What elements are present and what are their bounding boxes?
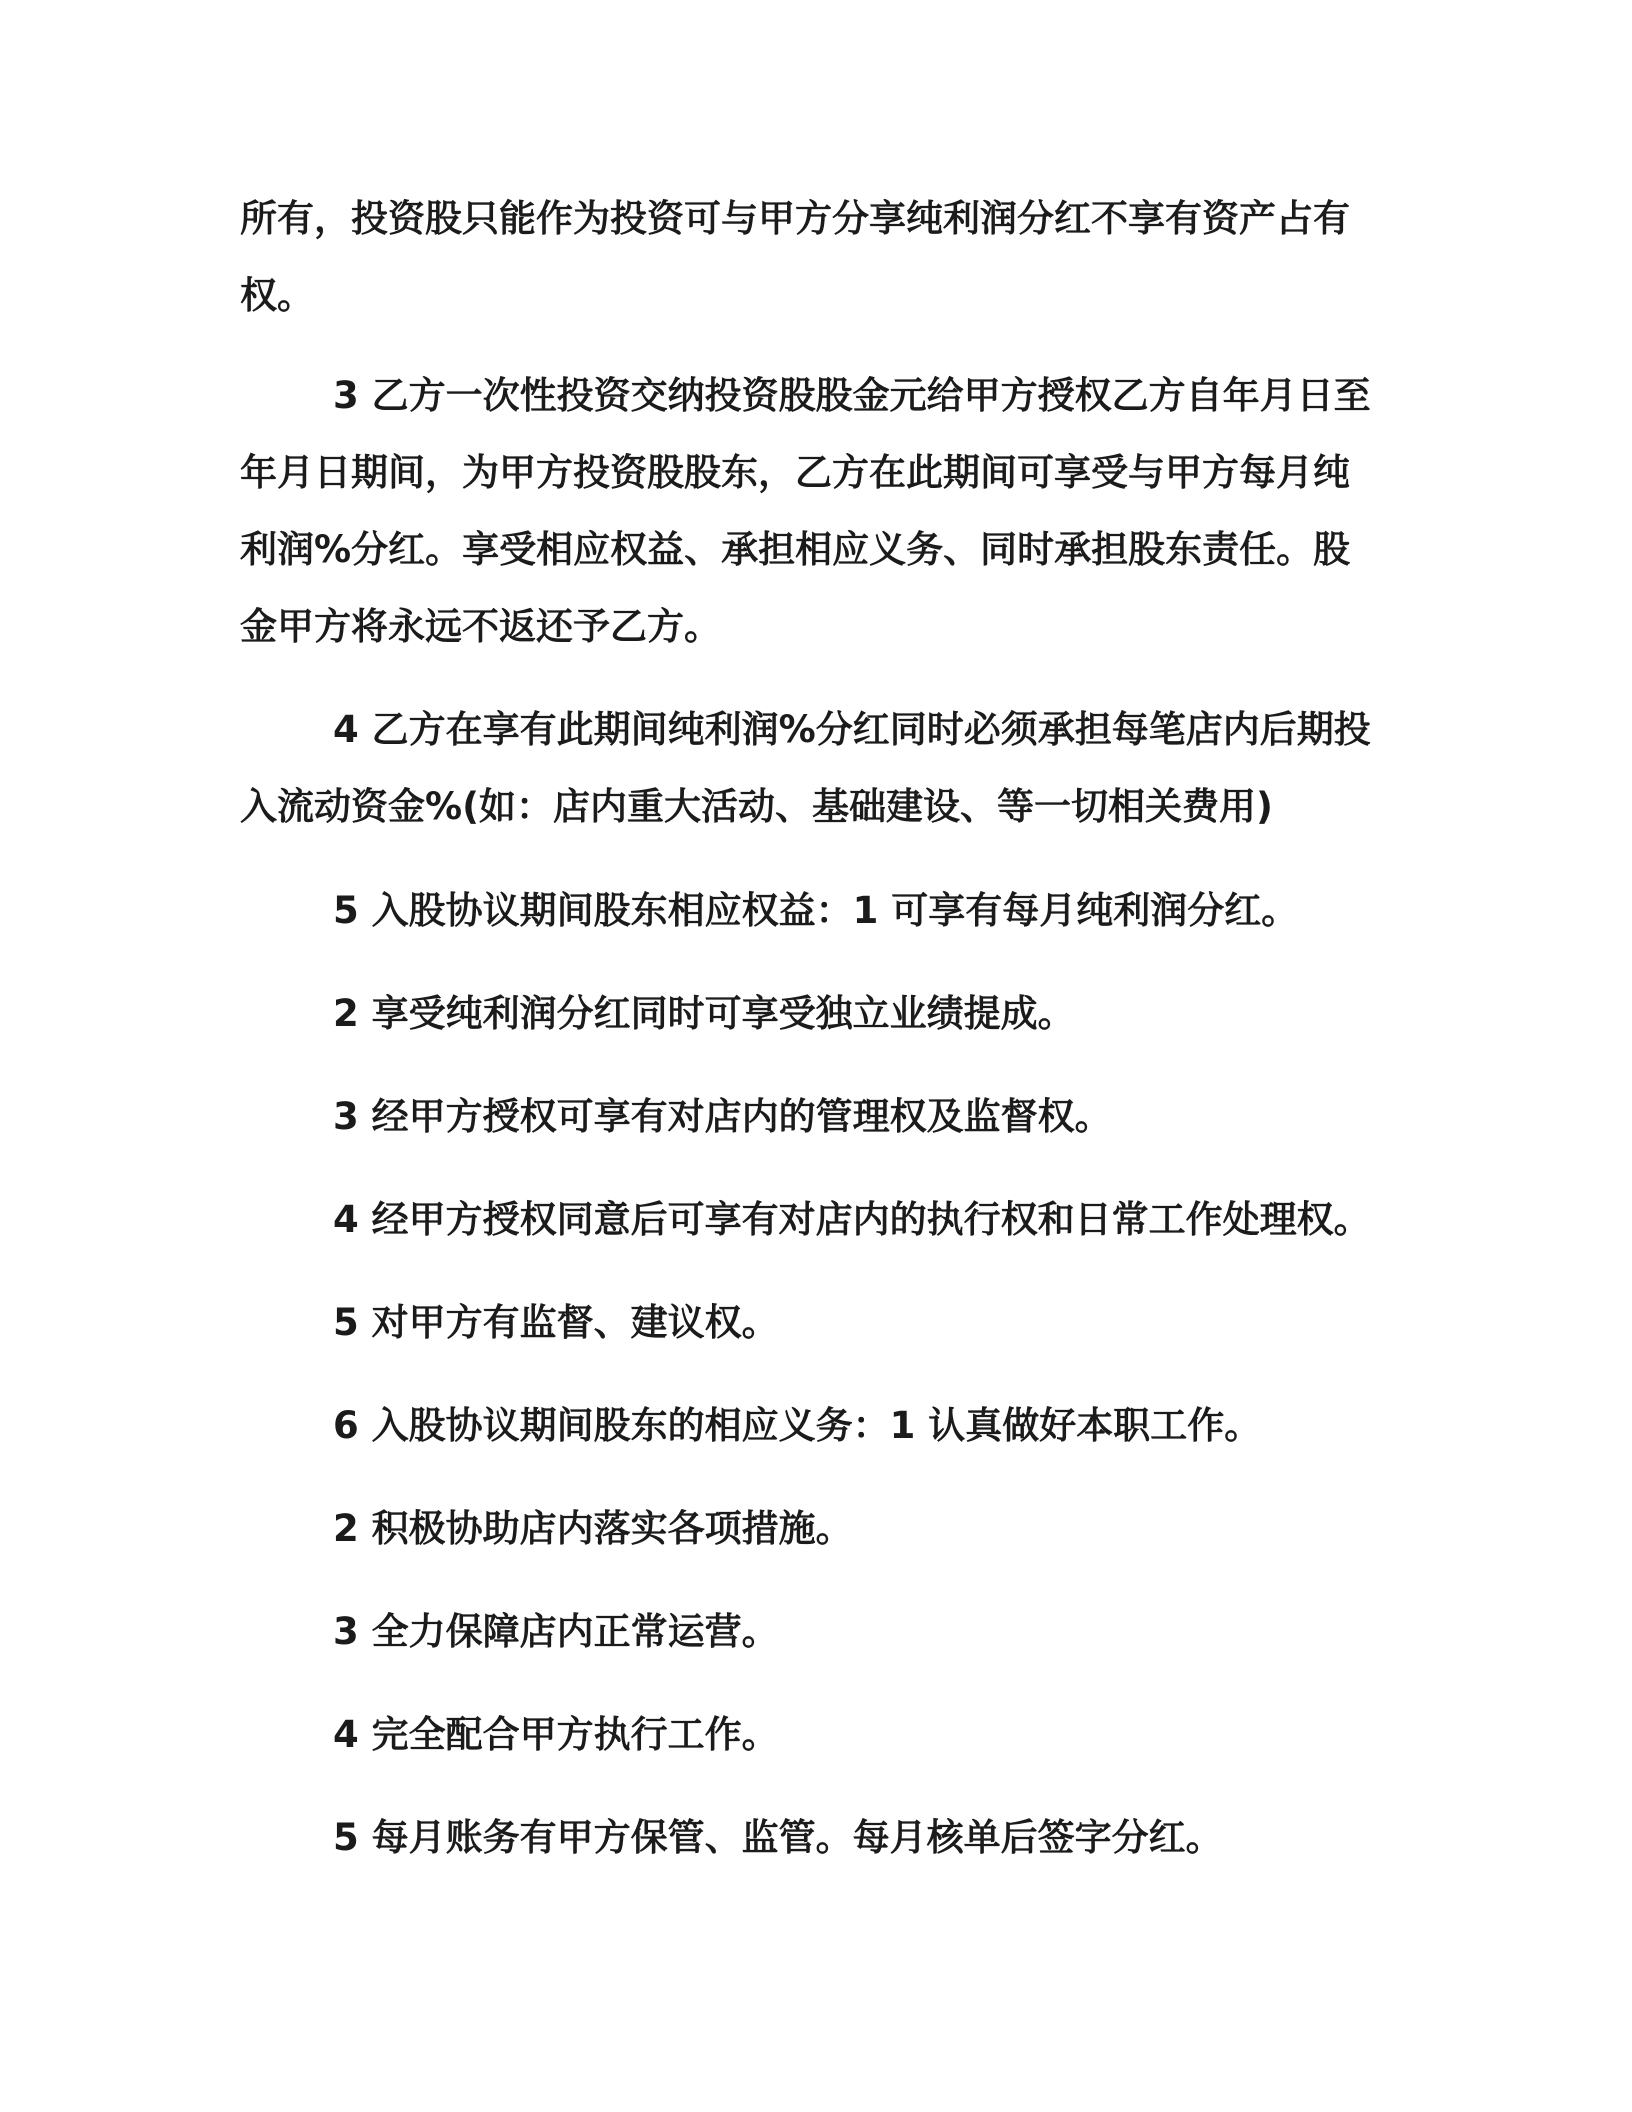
text-line: 入流动资金%(如：店内重大活动、基础建设、等一切相关费用) — [240, 785, 1273, 828]
text-line: 4 乙方在享有此期间纯利润%分红同时必须承担每笔店内后期投 — [333, 708, 1371, 751]
text-line: 3 全力保障店内正常运营。 — [333, 1610, 779, 1653]
text-line: 4 经甲方授权同意后可享有对店内的执行权和日常工作处理权。 — [333, 1198, 1371, 1241]
text-line: 5 对甲方有监督、建议权。 — [333, 1301, 779, 1344]
paragraph-right-2 — [333, 975, 1473, 1052]
text-line: 5 入股协议期间股东相应权益：1 可享有每月纯利润分红。 — [333, 889, 1299, 932]
text-line: 年月日期间，为甲方投资股股东，乙方在此期间可享受与甲方每月纯 — [240, 451, 1350, 494]
text-line: 6 入股协议期间股东的相应义务：1 认真做好本职工作。 — [333, 1404, 1262, 1447]
text-line: 所有，投资股只能作为投资可与甲方分享纯利润分红不享有资产占有 — [240, 197, 1350, 240]
text-line: 3 经甲方授权可享有对店内的管理权及监督权。 — [333, 1095, 1112, 1138]
paragraph-obligation-5 — [333, 1799, 1473, 1876]
paragraph-right-4 — [333, 1181, 1473, 1258]
paragraph-clause-6-shareholder-obligations — [333, 1387, 1473, 1464]
paragraph-clause-4-liquidity-obligation — [240, 691, 1380, 845]
text-line: 2 享受纯利润分红同时可享受独立业绩提成。 — [333, 992, 1075, 1035]
text-line: 2 积极协助店内落实各项措施。 — [333, 1507, 853, 1550]
text-line: 权。 — [240, 274, 314, 317]
paragraph-clause-5-shareholder-rights — [333, 872, 1473, 949]
paragraph-obligation-3 — [333, 1593, 1473, 1670]
text-line: 4 完全配合甲方执行工作。 — [333, 1713, 779, 1756]
paragraph-right-3 — [333, 1078, 1473, 1155]
text-line: 5 每月账务有甲方保管、监管。每月核单后签字分红。 — [333, 1816, 1223, 1859]
paragraph-obligation-2 — [333, 1490, 1473, 1567]
text-line: 3 乙方一次性投资交纳投资股股金元给甲方授权乙方自年月日至 — [333, 374, 1371, 417]
paragraph-clause-3-one-time-investment — [240, 357, 1380, 665]
paragraph-investment-share-ownership — [240, 180, 1380, 334]
text-line: 金甲方将永远不返还予乙方。 — [240, 605, 721, 648]
paragraph-obligation-4 — [333, 1696, 1473, 1773]
paragraph-right-5 — [333, 1284, 1473, 1361]
text-line: 利润%分红。享受相应权益、承担相应义务、同时承担股东责任。股 — [240, 528, 1351, 571]
